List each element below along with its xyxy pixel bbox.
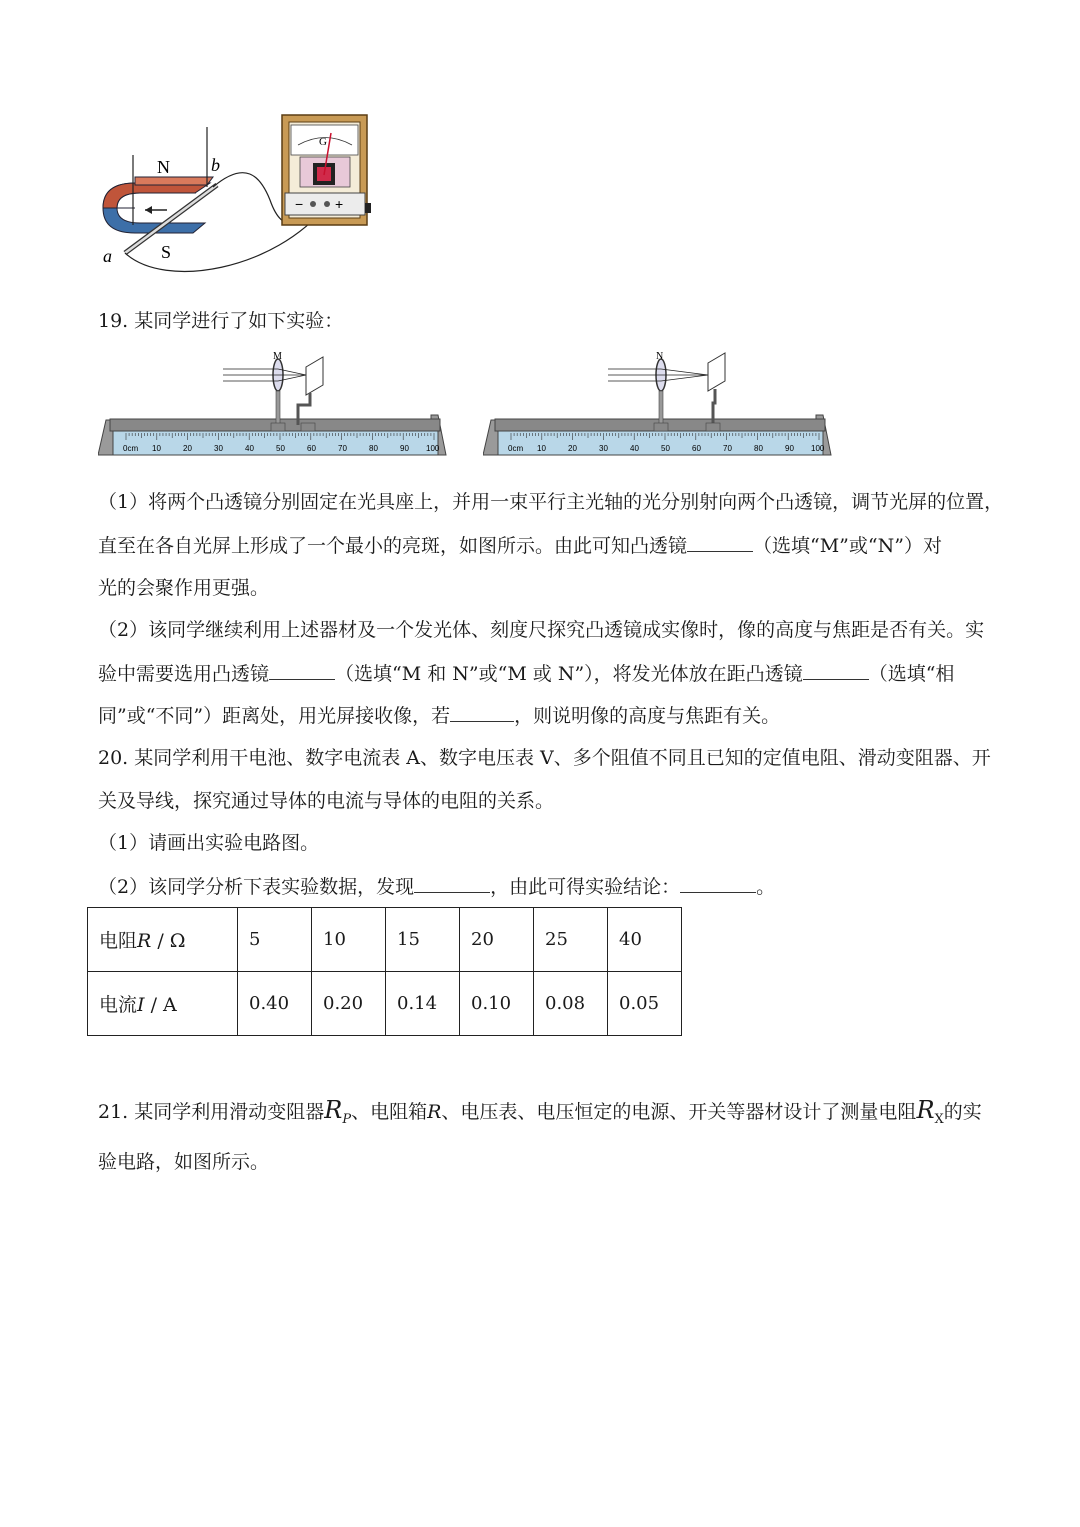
text: ，由此可得实验结论： (490, 876, 681, 898)
text: 21. 某同学利用滑动变阻器 (98, 1101, 325, 1123)
terminal-plus: + (335, 196, 344, 212)
table-cell: 0.10 (460, 972, 534, 1036)
table-cell: 10 (312, 908, 386, 972)
tick-label: 40 (630, 444, 639, 453)
var-R: R (324, 1096, 343, 1124)
table-cell: 40 (608, 908, 682, 972)
q19-heading: 19. 某同学进行了如下实验： (98, 310, 344, 332)
lens-label-M: M (273, 351, 282, 362)
optical-bench-left (98, 345, 463, 470)
table-cell: 25 (534, 908, 608, 972)
sub-X: X (934, 1111, 944, 1127)
data-table (87, 907, 682, 1036)
table-cell: 0.08 (534, 972, 608, 1036)
tick-label: 30 (214, 444, 223, 453)
var: R (137, 930, 152, 952)
tick-label: 100 (426, 444, 440, 453)
text: 直至在各自光屏上形成了一个最小的亮斑，如图所示。由此可知凸透镜 (98, 535, 688, 557)
table-row (88, 972, 682, 1036)
tick-label: 20 (568, 444, 577, 453)
answer-blank[interactable] (269, 661, 335, 680)
text: 的实 (943, 1101, 982, 1123)
table-cell: 0.20 (312, 972, 386, 1036)
tick-label: 0cm (123, 444, 139, 453)
lens-label-N: N (656, 351, 664, 362)
q21-line1 (98, 1098, 982, 1132)
tick-label: 80 (754, 444, 763, 453)
q20-p2 (98, 874, 775, 899)
sub-P: P (342, 1111, 352, 1127)
var-R: R (916, 1096, 935, 1124)
table-cell: 5 (238, 908, 312, 972)
optical-bench-right (483, 345, 848, 470)
tick-label: 60 (307, 444, 316, 453)
q19-p2-line3 (98, 703, 780, 728)
q19-p1-line3: 光的会聚作用更强。 (98, 577, 270, 599)
answer-blank[interactable] (687, 533, 753, 552)
unit: / Ω (151, 930, 186, 952)
text: （选填“相 (868, 663, 955, 685)
tick-label: 30 (599, 444, 608, 453)
label-a: a (103, 246, 112, 266)
induction-figure (95, 105, 385, 275)
tick-label: 70 (338, 444, 347, 453)
text: （选填“M 和 N”或“M 或 N”），将发光体放在距凸透镜 (335, 663, 803, 685)
tick-label: 60 (692, 444, 701, 453)
text: 、电阻箱 (351, 1101, 428, 1123)
text: （2）该同学分析下表实验数据，发现 (98, 876, 415, 898)
label-S: S (161, 242, 172, 262)
tick-label: 50 (661, 444, 670, 453)
tick-label: 10 (152, 444, 161, 453)
q19-p1-line1: （1）将两个凸透镜分别固定在光具座上，并用一束平行主光轴的光分别射向两个凸透镜，调节光屏的位置， (98, 491, 1004, 513)
table-cell: 0.14 (386, 972, 460, 1036)
answer-blank[interactable] (803, 661, 869, 680)
text: 、电压表、电压恒定的电源、开关等器材设计了测量电阻 (441, 1101, 917, 1123)
tick-label: 100 (811, 444, 825, 453)
q20-p1: （1）请画出实验电路图。 (98, 832, 320, 854)
tick-label: 10 (537, 444, 546, 453)
table-row (88, 908, 682, 972)
tick-label: 40 (245, 444, 254, 453)
arrow-left-icon (145, 206, 167, 214)
q19-p1-line2 (98, 533, 942, 558)
text: 验中需要选用凸透镜 (98, 663, 270, 685)
table-cell: 20 (460, 908, 534, 972)
q21-line2: 验电路，如图所示。 (98, 1151, 270, 1173)
tick-label: 90 (400, 444, 409, 453)
row-header-current (88, 972, 238, 1036)
text: 电流 (99, 994, 138, 1016)
label-N: N (157, 157, 170, 177)
tick-label: 0cm (508, 444, 524, 453)
q20-line1: 20. 某同学利用干电池、数字电流表 A、数字电压表 V、多个阻值不同且已知的定值电阻、滑动变阻器、开 (98, 747, 991, 769)
text: （选填“M”或“N”）对 (753, 535, 942, 557)
text: 同”或“不同”）距离处，用光屏接收像，若 (98, 705, 451, 727)
horseshoe-magnet (103, 177, 213, 233)
terminal-minus: − (295, 196, 304, 212)
text: ，则说明像的高度与焦距有关。 (514, 705, 781, 727)
label-G: G (319, 136, 327, 148)
row-header-resistance (88, 908, 238, 972)
text: 。 (756, 876, 776, 898)
table-cell: 0.05 (608, 972, 682, 1036)
q19-p2-line1: （2）该同学继续利用上述器材及一个发光体、刻度尺探究凸透镜成实像时，像的高度与焦距是否有关。实 (98, 619, 985, 641)
label-b: b (211, 155, 220, 175)
table-cell: 0.40 (238, 972, 312, 1036)
text: 电阻 (99, 930, 138, 952)
tick-label: 20 (183, 444, 192, 453)
var-R: R (427, 1101, 442, 1123)
tick-label: 70 (723, 444, 732, 453)
answer-blank[interactable] (414, 874, 490, 893)
q20-line2: 关及导线，探究通过导体的电流与导体的电阻的关系。 (98, 790, 555, 812)
table-cell: 15 (386, 908, 460, 972)
tick-label: 80 (369, 444, 378, 453)
answer-blank[interactable] (680, 874, 756, 893)
unit: / A (144, 994, 177, 1016)
var: I (137, 994, 145, 1016)
tick-label: 90 (785, 444, 794, 453)
q19-p2-line2 (98, 661, 954, 686)
tick-label: 50 (276, 444, 285, 453)
answer-blank[interactable] (450, 703, 514, 722)
